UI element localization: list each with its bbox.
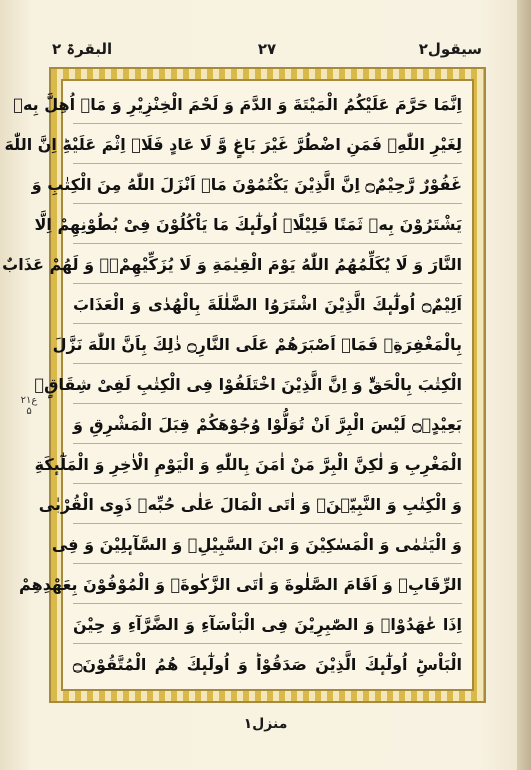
text-line: اِذَا عٰهَدُوْاۚ وَ الصّٰبِرِیْنَ فِی الْبَاْسَآءِ وَ الضَّرَّآءِ وَ حِیْنَ: [73, 607, 462, 644]
text-line: النَّارَ وَ لَا یُكَلِّمُهُمُ اللّٰهُ یَوْمَ الْقِیٰمَةِ وَ لَا یُزَكِّیْهِمْۚۖ وَ لَهُمْ عَذَابٌ: [73, 247, 462, 284]
manzil-footer: منزل۱: [243, 716, 288, 732]
text-line: لِغَیْرِ اللّٰهِۚ فَمَنِ اضْطُرَّ غَیْرَ بَاغٍ وَّ لَا عَادٍ فَلَاۤ اِثْمَ عَلَیْهِؕ اِنَّ اللّٰهَ: [73, 127, 462, 164]
ruku-marker: ع۲۱ ۵: [20, 395, 38, 417]
text-line: الْكِتٰبَ بِالْحَقِّؕ وَ اِنَّ الَّذِیْنَ اخْتَلَفُوْا فِی الْكِتٰبِ لَفِیْ شِقَاقٍۭ: [73, 367, 462, 404]
text-line: وَ الْیَتٰمٰى وَ الْمَسٰكِیْنَ وَ ابْنَ السَّبِیْلِۙ وَ السَّآىٕلِیْنَ وَ فِی: [73, 527, 462, 564]
juz-name: سیقول۲: [418, 40, 482, 58]
text-line: غَفُوْرٌ رَّحِیْمٌ۝ اِنَّ الَّذِیْنَ یَكْتُمُوْنَ مَاۤ اَنْزَلَ اللّٰهُ مِنَ الْكِتٰبِ وَ: [73, 167, 462, 204]
page-header: [52, 40, 482, 64]
text-line: الرِّقَابِۚ وَ اَقَامَ الصَّلٰوةَ وَ اٰتَى الزَّكٰوةَۚ وَ الْمُوْفُوْنَ بِعَهْدِهِمْ: [73, 567, 462, 604]
surah-name: البقرۃ ۲: [52, 40, 113, 58]
text-line: یَشْتَرُوْنَ بِهٖ ثَمَنًا قَلِیْلًاۙ اُولٰٓىٕكَ مَا یَاْكُلُوْنَ فِیْ بُطُوْنِهِمْ اِلَّا: [73, 207, 462, 244]
text-line: بِالْمَغْفِرَةِۚ فَمَاۤ اَصْبَرَهُمْ عَلَى النَّارِ۝ ذٰلِكَ بِاَنَّ اللّٰهَ نَزَّلَ: [73, 327, 462, 364]
text-line: اَلِیْمٌ۝ اُولٰٓىٕكَ الَّذِیْنَ اشْتَرَوُا الضَّلٰلَةَ بِالْهُدٰى وَ الْعَذَابَ: [73, 287, 462, 324]
text-line: الْمَغْرِبِ وَ لٰكِنَّ الْبِرَّ مَنْ اٰمَنَ بِاللّٰهِ وَ الْیَوْمِ الْاٰخِرِ وَ الْمَلٰٓىٕكَةِ: [73, 447, 462, 484]
text-line: بَعِیْدٍ۠۝ لَیْسَ الْبِرَّ اَنْ تُوَلُّوْا وُجُوْهَكُمْ قِبَلَ الْمَشْرِقِ وَ: [73, 407, 462, 444]
text-line: الْبَاْسِؕ اُولٰٓىٕكَ الَّذِیْنَ صَدَقُوْاؕ وَ اُولٰٓىٕكَ هُمُ الْمُتَّقُوْنَ۝: [73, 655, 462, 674]
page-number: ۲۷: [257, 40, 277, 58]
text-line: اِنَّمَا حَرَّمَ عَلَیْكُمُ الْمَیْتَةَ وَ الدَّمَ وَ لَحْمَ الْخِنْزِیْرِ وَ مَاۤ اُهِلَّ بِهٖ: [73, 87, 462, 124]
page-gutter: [517, 0, 531, 770]
text-line: وَ الْكِتٰبِ وَ النَّبِیّٖنَۚ وَ اٰتَى الْمَالَ عَلٰى حُبِّهٖ ذَوِی الْقُرْبٰى: [73, 487, 462, 524]
